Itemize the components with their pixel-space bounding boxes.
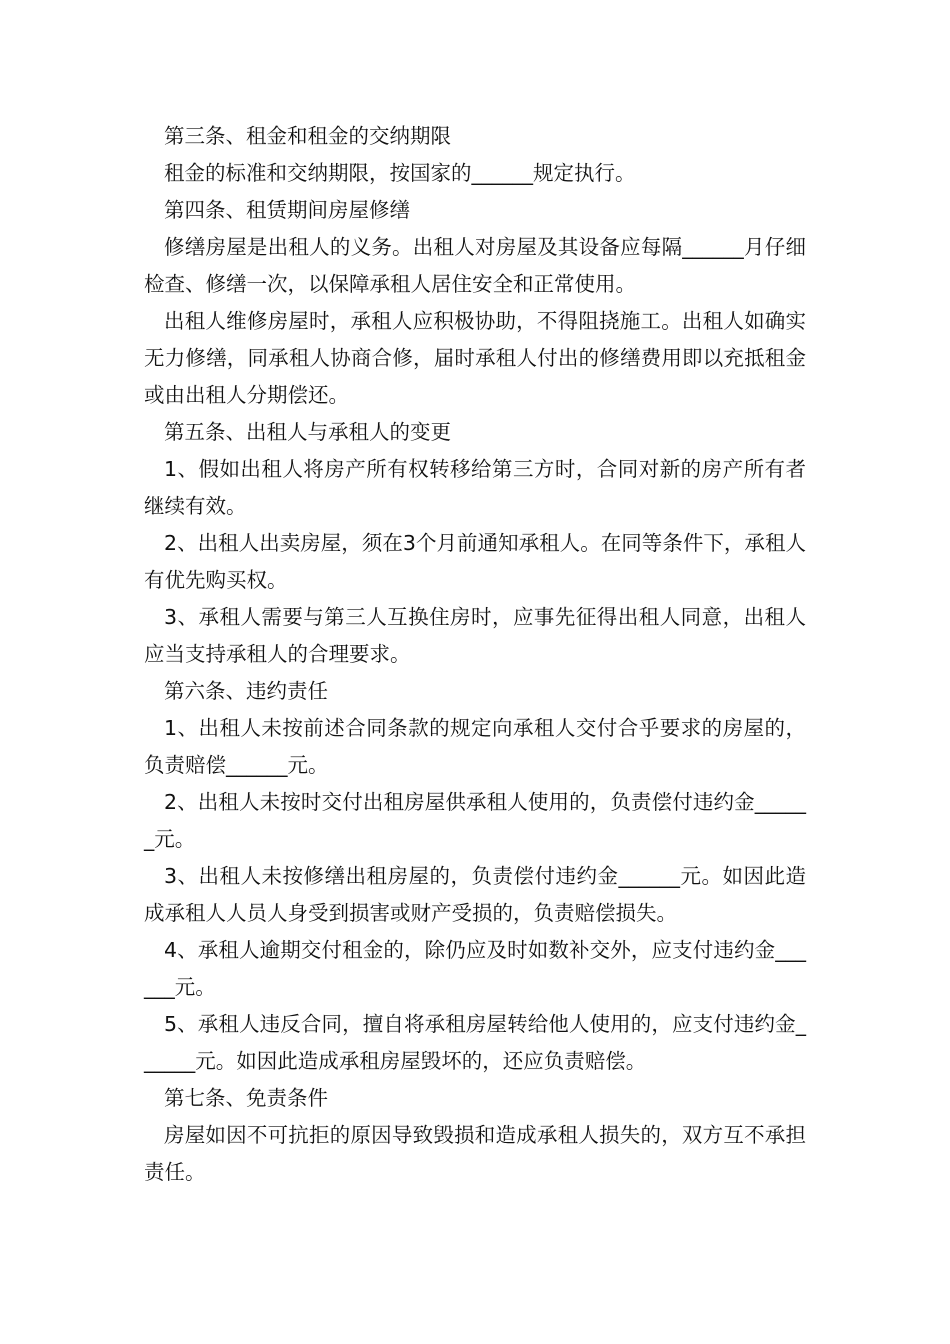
document-page: [144, 118, 806, 1191]
article-5-item-2: 2、出租人出卖房屋，须在3个月前通知承租人。在同等条件下，承租人有优先购买权。: [144, 531, 806, 592]
article-6-item-3: 3、出租人未按修缮出租房屋的，负责偿付违约金______元。如因此造成承租人人员人身受到损害或财产受损的，负责赔偿损失。: [144, 864, 806, 925]
article-4-body-2: 出租人维修房屋时，承租人应积极协助，不得阻挠施工。出租人如确实无力修缮，同承租人协商合修，届时承租人付出的修缮费用即以充抵租金或由出租人分期偿还。: [144, 309, 806, 407]
article-7-heading: 第七条、免责条件: [164, 1086, 328, 1110]
article-5-item-1: 1、假如出租人将房产所有权转移给第三方时，合同对新的房产所有者继续有效。: [144, 457, 806, 518]
article-4-heading: 第四条、租赁期间房屋修缮: [164, 198, 410, 222]
article-4-body-1: 修缮房屋是出租人的义务。出租人对房屋及其设备应每隔______月仔细检查、修缮一次，以保障承租人居住安全和正常使用。: [144, 235, 806, 296]
article-6-item-5: 5、承租人违反合同，擅自将承租房屋转给他人使用的，应支付违约金______元。如因此造成承租房屋毁坏的，还应负责赔偿。: [144, 1012, 806, 1073]
article-6-item-1: 1、出租人未按前述合同条款的规定向承租人交付合乎要求的房屋的，负责赔偿______元。: [144, 716, 806, 777]
article-6-heading: 第六条、违约责任: [164, 679, 328, 703]
article-3-heading: 第三条、租金和租金的交纳期限: [164, 124, 451, 148]
article-7-body: 房屋如因不可抗拒的原因导致毁损和造成承租人损失的，双方互不承担责任。: [144, 1123, 806, 1184]
article-6-item-2: 2、出租人未按时交付出租房屋供承租人使用的，负责偿付违约金______元。: [144, 790, 806, 851]
article-6-item-4: 4、承租人逾期交付租金的，除仍应及时如数补交外，应支付违约金______元。: [144, 938, 806, 999]
article-5-heading: 第五条、出租人与承租人的变更: [164, 420, 451, 444]
article-3-body: 租金的标准和交纳期限，按国家的______规定执行。: [164, 161, 636, 185]
article-5-item-3: 3、承租人需要与第三人互换住房时，应事先征得出租人同意，出租人应当支持承租人的合理要求。: [144, 605, 806, 666]
